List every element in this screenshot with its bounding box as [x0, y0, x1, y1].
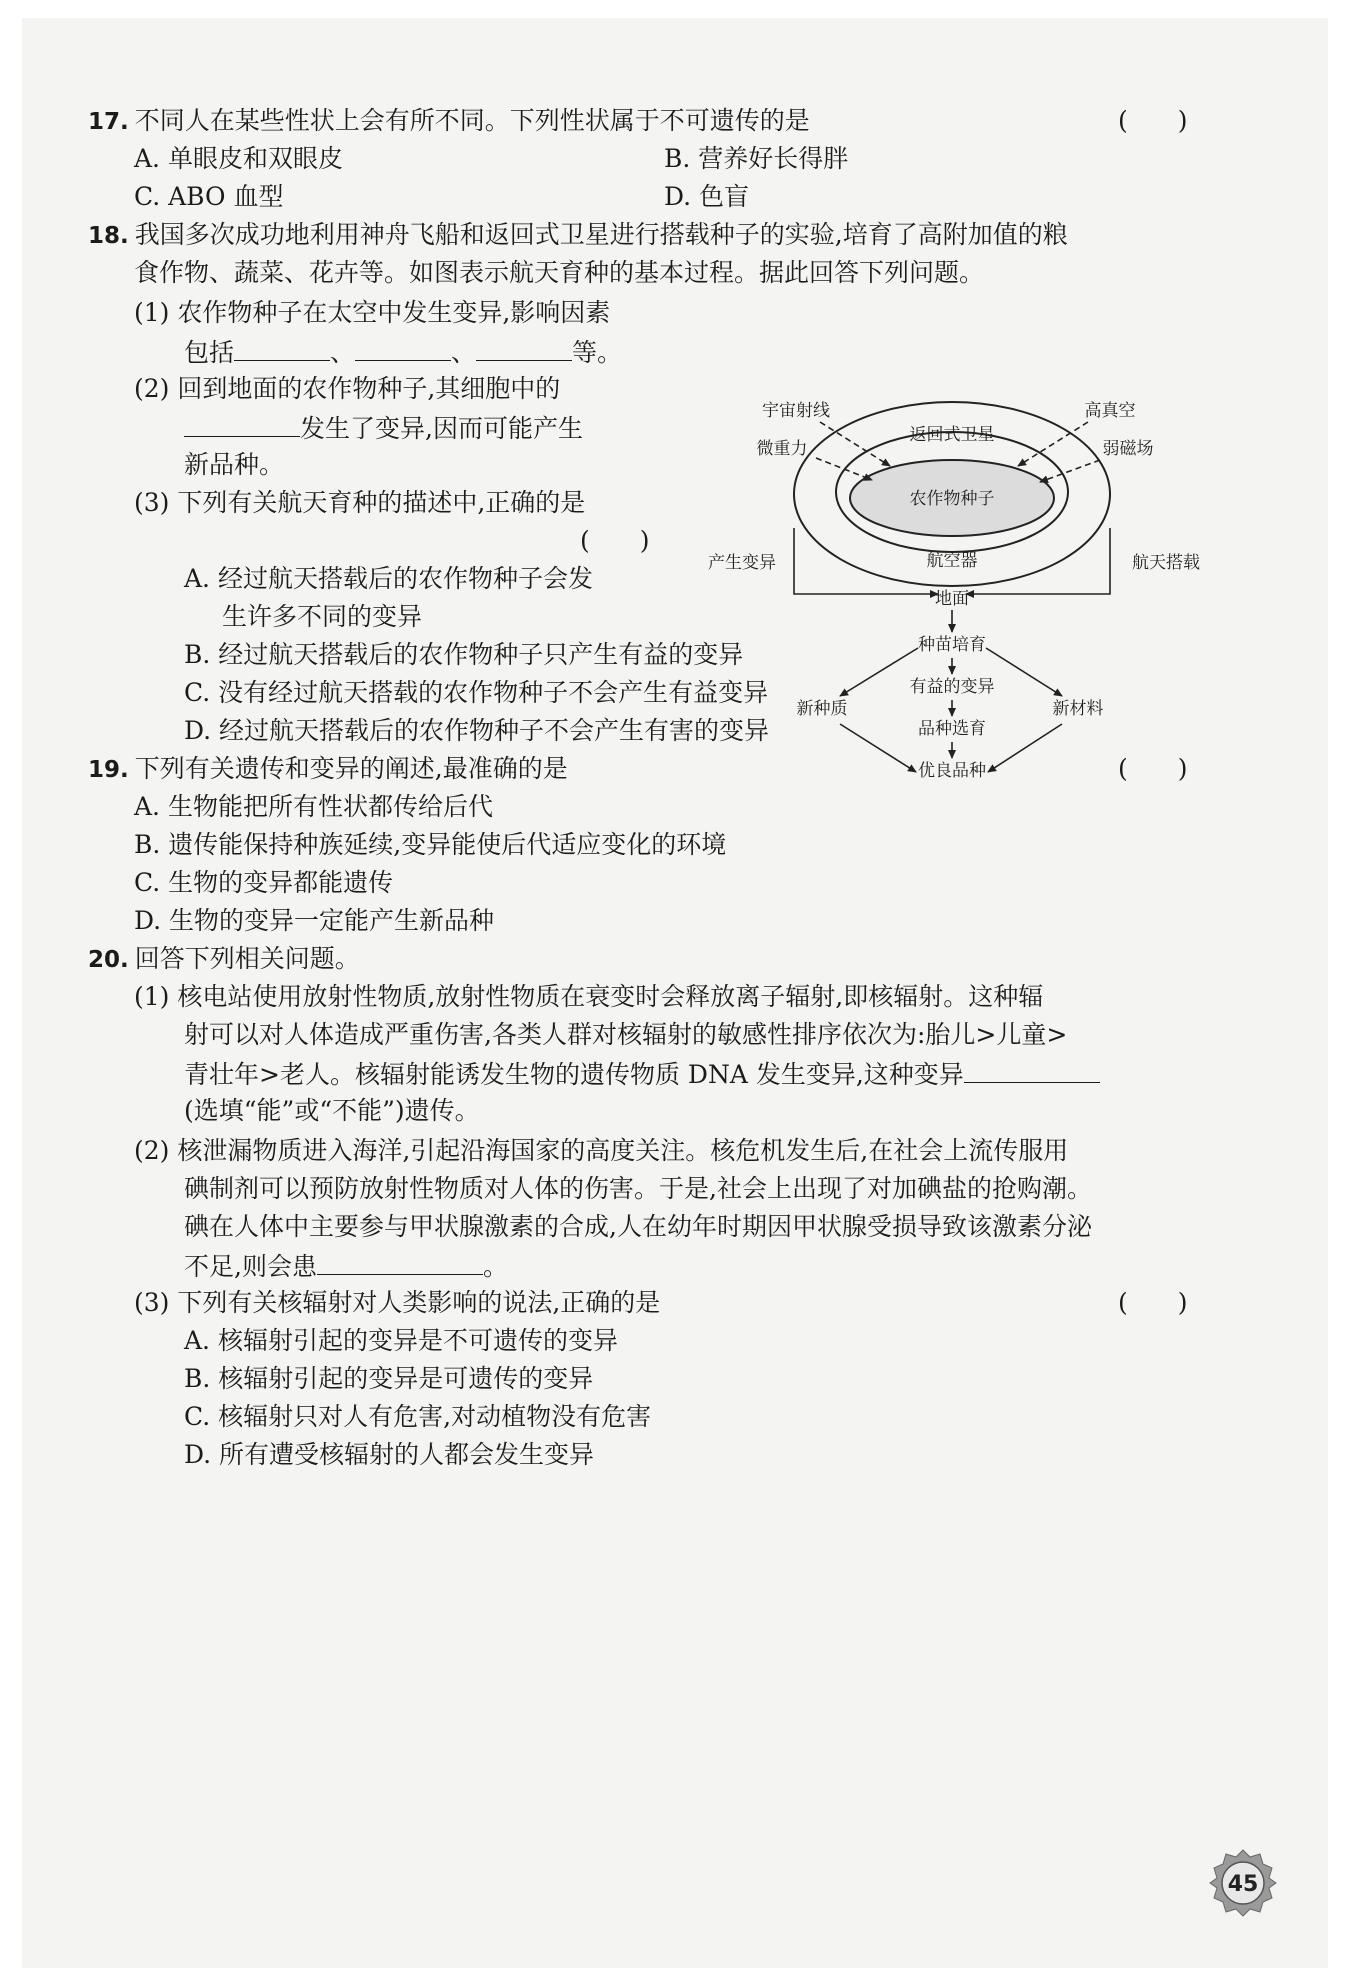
q20-stem-text: 回答下列相关问题。	[134, 944, 360, 973]
q18-part1-end: 等。	[572, 338, 623, 367]
q20-option-b: B. 核辐射引起的变异是可遗传的变异	[184, 1364, 594, 1393]
q19-option-b: B. 遗传能保持种族延续,变异能使后代适应变化的环境	[134, 830, 727, 859]
q18-sep-2: 、	[451, 338, 477, 367]
q18-option-c: C. 没有经过航天搭载的农作物种子不会产生有益变异	[184, 678, 769, 707]
q19-stem	[88, 752, 568, 787]
page-number-badge	[1208, 1848, 1278, 1918]
q17-option-c: C. ABO 血型	[134, 182, 284, 211]
arrow-high-vacuum	[1018, 422, 1088, 466]
q20-stem	[88, 942, 360, 977]
label-weak-magnetic: 弱磁场	[1102, 439, 1154, 459]
q17-answer-bracket: ( )	[1118, 106, 1188, 135]
q20-part1-text: 青壮年>老人。核辐射能诱发生物的遗传物质 DNA 发生变异,这种变异	[184, 1060, 964, 1089]
q19-answer-bracket: ( )	[1118, 754, 1188, 783]
label-beneficial: 有益的变异	[909, 677, 995, 697]
q19-option-a: A. 生物能把所有性状都传给后代	[134, 792, 493, 821]
q18-option-d: D. 经过航天搭载后的农作物种子不会产生有害的变异	[184, 716, 770, 745]
q20-part2-line2: 碘制剂可以预防放射性物质对人体的伤害。于是,社会上出现了对加碘盐的抢购潮。	[184, 1174, 1092, 1203]
q17-stem-text: 不同人在某些性状上会有所不同。下列性状属于不可遗传的是	[134, 106, 810, 135]
label-spacecraft: 航空器	[926, 551, 978, 571]
q18-stem-text-1: 我国多次成功地利用神舟飞船和返回式卫星进行搭载种子的实验,培育了高附加值的粮	[134, 220, 1068, 249]
q18-stem-line2: 食作物、蔬菜、花卉等。如图表示航天育种的基本过程。据此回答下列问题。	[134, 258, 985, 287]
label-seedling: 种苗培育	[918, 635, 986, 655]
arrow-germplasm-to-fine	[840, 724, 916, 772]
q18-option-a-line1: A. 经过航天搭载后的农作物种子会发	[184, 564, 593, 593]
arrow-material-to-fine	[988, 724, 1062, 772]
q17-option-b: B. 营养好长得胖	[664, 144, 849, 173]
q20-part2-end: 。	[482, 1252, 508, 1281]
label-variation: 产生变异	[708, 553, 776, 573]
label-fine-variety: 优良品种	[918, 761, 986, 781]
label-ground: 地面	[935, 589, 969, 609]
q18-part2-line2	[184, 410, 583, 446]
label-seeds: 农作物种子	[909, 489, 995, 509]
q18-part2-line1: (2) 回到地面的农作物种子,其细胞中的	[134, 374, 561, 403]
page-number: 45	[1227, 1872, 1259, 1897]
q20-part1-line4: (选填“能”或“不能”)遗传。	[184, 1096, 480, 1125]
q18-blank-3[interactable]	[476, 334, 572, 361]
q20-part2-line3: 碘在人体中主要参与甲状腺激素的合成,人在幼年时期因甲状腺受损导致该激素分泌	[184, 1212, 1092, 1241]
q18-part1-line1: (1) 农作物种子在太空中发生变异,影响因素	[134, 298, 611, 327]
q20-part1-line2: 射可以对人体造成严重伤害,各类人群对核辐射的敏感性排序依次为:胎儿>儿童>	[184, 1020, 1068, 1049]
q18-blank-1[interactable]	[234, 334, 330, 361]
label-new-germplasm: 新种质	[796, 699, 848, 719]
q20-option-a: A. 核辐射引起的变异是不可遗传的变异	[184, 1326, 618, 1355]
q19-stem-text: 下列有关遗传和变异的阐述,最准确的是	[134, 754, 568, 783]
arrow-microgravity	[816, 458, 872, 480]
q18-blank-4[interactable]	[184, 410, 300, 437]
label-cosmic-rays: 宇宙射线	[762, 401, 830, 421]
q20-part3-stem: (3) 下列有关核辐射对人类影响的说法,正确的是	[134, 1288, 661, 1317]
q20-part1-line3	[184, 1056, 1100, 1092]
q20-part2-line1: (2) 核泄漏物质进入海洋,引起沿海国家的高度关注。核危机发生后,在社会上流传服用	[134, 1136, 1069, 1165]
q20-answer-bracket: ( )	[1118, 1288, 1188, 1317]
q20-part1-line1: (1) 核电站使用放射性物质,放射性物质在衰变时会释放离子辐射,即核辐射。这种辐	[134, 982, 1044, 1011]
q17-number: 17.	[88, 109, 129, 135]
q18-part3-stem: (3) 下列有关航天育种的描述中,正确的是	[134, 488, 586, 517]
q18-answer-bracket: ( )	[580, 526, 650, 555]
q20-part2-text: 不足,则会患	[184, 1252, 317, 1281]
q18-part1-include: 包括	[184, 338, 235, 367]
q20-number: 20.	[88, 947, 129, 973]
q19-option-d: D. 生物的变异一定能产生新品种	[134, 906, 495, 935]
label-satellite: 返回式卫星	[909, 425, 995, 445]
label-space-carry: 航天搭载	[1132, 553, 1200, 573]
q17-stem	[88, 104, 810, 139]
q19-option-c: C. 生物的变异都能遗传	[134, 868, 394, 897]
q20-option-d: D. 所有遭受核辐射的人都会发生变异	[184, 1440, 595, 1469]
space-breeding-diagram	[700, 396, 1240, 806]
q18-part2-text: 发生了变异,因而可能产生	[300, 414, 583, 443]
label-new-material: 新材料	[1052, 699, 1104, 719]
q19-number: 19.	[88, 757, 129, 783]
label-high-vacuum: 高真空	[1084, 401, 1136, 421]
label-breeding: 品种选育	[918, 719, 986, 739]
q20-option-c: C. 核辐射只对人有危害,对动植物没有危害	[184, 1402, 652, 1431]
label-microgravity: 微重力	[756, 439, 808, 459]
q20-blank-1[interactable]	[964, 1056, 1100, 1083]
q18-part1-line2	[184, 334, 622, 370]
arrow-weak-magnetic	[1040, 460, 1100, 482]
q18-part2-line3: 新品种。	[184, 450, 285, 479]
q17-option-d: D. 色盲	[664, 182, 750, 211]
arrow-to-new-germplasm	[840, 648, 918, 696]
q18-option-a-line2: 生许多不同的变异	[222, 602, 423, 631]
arrow-to-new-material	[986, 648, 1062, 696]
q20-part2-line4	[184, 1248, 508, 1284]
q18-option-b: B. 经过航天搭载后的农作物种子只产生有益的变异	[184, 640, 744, 669]
q18-sep-1: 、	[330, 338, 356, 367]
q20-blank-2[interactable]	[317, 1248, 483, 1275]
q18-stem-line1	[88, 218, 1068, 253]
q17-option-a: A. 单眼皮和双眼皮	[134, 144, 343, 173]
q18-blank-2[interactable]	[355, 334, 451, 361]
q18-number: 18.	[88, 223, 129, 249]
